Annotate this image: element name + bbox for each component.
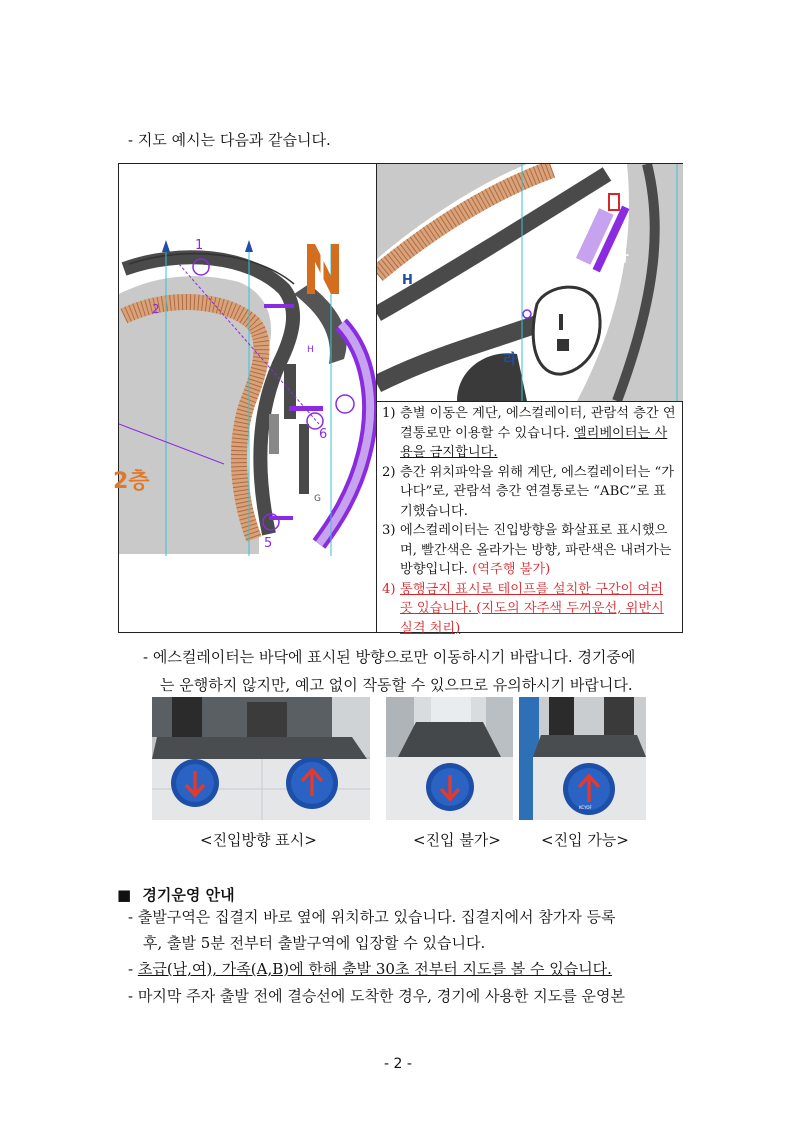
left-map-illustration (119, 164, 376, 632)
right-map-illustration (377, 164, 683, 401)
page-number: - 2 - (384, 1056, 412, 1072)
map-label-5: 5 (264, 536, 273, 551)
photo-entry-allowed (519, 697, 646, 820)
sticker-label: KCYOF (579, 805, 592, 810)
photo-entry-direction (152, 697, 370, 820)
photo-no-entry-image (386, 697, 513, 820)
note-1: 1) 층별 이동은 계단, 에스컬레이터, 관람석 층간 연결통로만 이용할 수 있습니다. 엘리베이터는 사용을 금지합니다. (382, 406, 676, 460)
photo-entry-direction-image (152, 697, 370, 820)
section-item-1: - 출발구역은 집결지 바로 옆에 위치하고 있습니다. 집결지에서 참가자 등록 (128, 908, 616, 926)
map-notes (382, 404, 678, 638)
map-label-h-left: H (307, 345, 314, 355)
section-item-2: - 초급(남,여), 가족(A,B)에 한해 출발 30초 전부터 지도를 볼 수 있습니다. (128, 960, 612, 978)
section-item-1-continued: 후, 출발 5분 전부터 출발구역에 입장할 수 있습니다. (143, 934, 486, 952)
photo-no-entry (386, 697, 513, 820)
section-item-3: - 마지막 주자 출발 전에 결승선에 도착한 경우, 경기에 사용한 지도를 운영본 (128, 987, 625, 1005)
map-label-1: 1 (195, 238, 204, 253)
map-figure (113, 163, 683, 636)
map-label-ra: 라 (503, 352, 517, 368)
map-label-ma: 마 (615, 249, 629, 265)
section-heading (117, 884, 235, 905)
note-3: 3) 에스컬레이터는 진입방향을 화살표로 표시했으며, 빨간색은 올라가는 방향, 파란색은 내려가는 방향입니다. (역주행 불가) (382, 523, 672, 577)
section-bullet: ■ (117, 886, 132, 904)
escalator-notice-line-1: - 에스컬레이터는 바닥에 표시된 방향으로만 이동하시기 바랍니다. 경기중에 (143, 648, 636, 666)
note-4: 4) 통행금지 표시로 테이프를 설치한 구간이 여러 곳 있습니다. (지도의 자주색 두꺼운선, 위반시 실격 처리) (382, 581, 664, 636)
intro-line: - 지도 예시는 다음과 같습니다. (128, 131, 331, 149)
map-label-h-right: H (402, 273, 413, 288)
map-floor-label: 2층 (113, 469, 150, 494)
escalator-notice-line-2: 는 운행하지 않지만, 예고 없이 작동할 수 있으므로 유의하시기 바랍니다. (160, 676, 633, 694)
map-label-2: 2 (152, 302, 160, 316)
caption-entry-allowed: <진입 가능> (541, 831, 629, 849)
figure-horizontal-divider (376, 401, 683, 402)
caption-no-entry: <진입 불가> (413, 831, 501, 849)
note-2: 2) 층간 위치파악을 위해 계단, 에스컬레이터는 “가나다”로, 관람석 층간 연결통로는 “ABC”로 표기했습니다. (382, 464, 674, 519)
caption-entry-direction: <진입방향 표시> (200, 831, 317, 849)
photo-entry-allowed-image (519, 697, 646, 820)
section-title: 경기운영 안내 (142, 886, 235, 904)
map-label-g: G (314, 494, 321, 504)
map-label-6: 6 (319, 427, 328, 442)
